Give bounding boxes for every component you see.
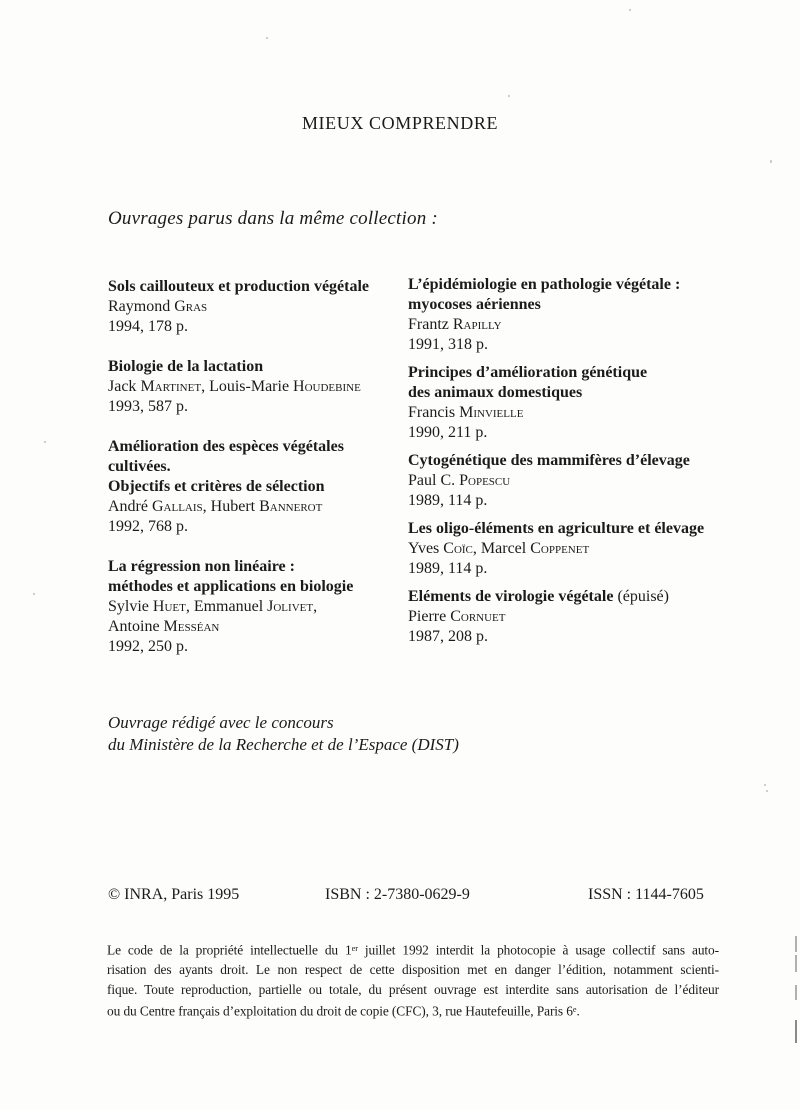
- book-entry: [408, 451, 792, 511]
- book-title: Biologie de la lactation: [108, 358, 264, 375]
- scan-speck: [266, 37, 268, 39]
- scan-speck: [508, 95, 510, 97]
- book-date: 1989, 114 p.: [408, 492, 488, 509]
- book-date: 1987, 208 p.: [408, 628, 488, 645]
- book-title: La régression non linéaire :: [108, 558, 295, 575]
- book-title: Sols caillouteux et production végétale: [108, 278, 370, 295]
- scan-speck: [629, 9, 631, 11]
- book-list-left-column: [108, 277, 408, 677]
- book-date: 1990, 211 p.: [408, 424, 488, 441]
- book-title: méthodes et applications en biologie: [108, 578, 354, 595]
- scan-artifact: [795, 1020, 797, 1043]
- book-entry: [108, 357, 408, 417]
- book-title: Amélioration des espèces végétales: [108, 438, 344, 455]
- book-date: 1992, 250 p.: [108, 638, 188, 655]
- book-entry: [108, 557, 408, 657]
- scan-speck: [770, 160, 772, 163]
- issn-number: ISSN : 1144-7605: [588, 886, 704, 903]
- book-date: 1991, 318 p.: [408, 336, 488, 353]
- book-date: 1989, 114 p.: [408, 560, 488, 577]
- scan-artifact: [795, 936, 797, 952]
- superscript: e: [572, 1005, 577, 1015]
- book-authors: Francis Minvielle: [408, 404, 524, 421]
- book-date: 1994, 178 p.: [108, 318, 188, 335]
- scan-artifact: [795, 955, 797, 972]
- credit-note-line: du Ministère de la Recherche et de l’Espace (DIST): [108, 735, 459, 754]
- book-entry: [408, 519, 792, 579]
- isbn-number: ISBN : 2-7380-0629-9: [325, 886, 470, 903]
- legal-line: risation des ayants droit. Le non respect de cette disposition met en danger l’édition, notamment scienti-: [107, 962, 719, 978]
- book-authors: Sylvie Huet, Emmanuel Jolivet,: [108, 598, 318, 615]
- scan-speck: [44, 441, 46, 443]
- book-authors: Pierre Cornuet: [408, 608, 506, 625]
- book-entry: [408, 363, 792, 443]
- scan-speck: [766, 790, 768, 792]
- book-authors: Frantz Rapilly: [408, 316, 502, 333]
- collection-heading: Ouvrages parus dans la même collection :: [108, 208, 438, 229]
- book-entry: [408, 587, 792, 647]
- book-authors: André Gallais, Hubert Bannerot: [108, 498, 323, 515]
- book-date: 1992, 768 p.: [108, 518, 188, 535]
- book-entry: [108, 277, 408, 337]
- superscript: er: [351, 944, 358, 953]
- book-authors: Raymond Gras: [108, 298, 208, 315]
- copyright-notice: © INRA, Paris 1995: [108, 886, 240, 903]
- legal-line: Le code de la propriété intellectuelle du 1er juillet 1992 interdit la photocopie à usage collectif sans auto-: [107, 942, 719, 958]
- legal-notice: [107, 939, 719, 1022]
- book-list-right-column: [408, 275, 792, 655]
- book-title: myocoses aériennes: [408, 296, 541, 313]
- legal-line: ou du Centre français d’exploitation du droit de copie (CFC), 3, rue Hautefeuille, Paris 6e.: [107, 1003, 580, 1019]
- book-entry: [108, 437, 408, 537]
- book-title: Cytogénétique des mammifères d’élevage: [408, 452, 690, 469]
- book-entry: [408, 275, 792, 355]
- credit-note: [108, 712, 588, 756]
- book-title: des animaux domestiques: [408, 384, 583, 401]
- book-title: L’épidémiologie en pathologie végétale :: [408, 276, 681, 293]
- book-title-status: (épuisé): [613, 588, 669, 605]
- book-date: 1993, 587 p.: [108, 398, 188, 415]
- book-subtitle: Objectifs et critères de sélection: [108, 478, 325, 495]
- legal-line: fique. Toute reproduction, partielle ou totale, du présent ouvrage est interdite sans autorisation de l’éditeur: [107, 982, 719, 998]
- credit-note-line: Ouvrage rédigé avec le concours: [108, 713, 334, 732]
- book-title: Eléments de virologie végétale (épuisé): [408, 588, 669, 605]
- scan-speck: [764, 784, 766, 786]
- book-title: cultivées.: [108, 458, 171, 475]
- book-authors: Paul C. Popescu: [408, 472, 511, 489]
- collection-name-title: MIEUX COMPRENDRE: [301, 113, 499, 133]
- scan-artifact: [795, 985, 797, 1000]
- book-authors: Jack Martinet, Louis-Marie Houdebine: [108, 378, 361, 395]
- book-authors: Yves Coïc, Marcel Coppenet: [408, 540, 590, 557]
- book-authors: Antoine Messéan: [108, 618, 220, 635]
- scan-speck: [33, 593, 35, 595]
- imprint-row: [0, 886, 800, 908]
- book-title: Principes d’amélioration génétique: [408, 364, 648, 381]
- book-title: Les oligo-éléments en agriculture et élevage: [408, 520, 705, 537]
